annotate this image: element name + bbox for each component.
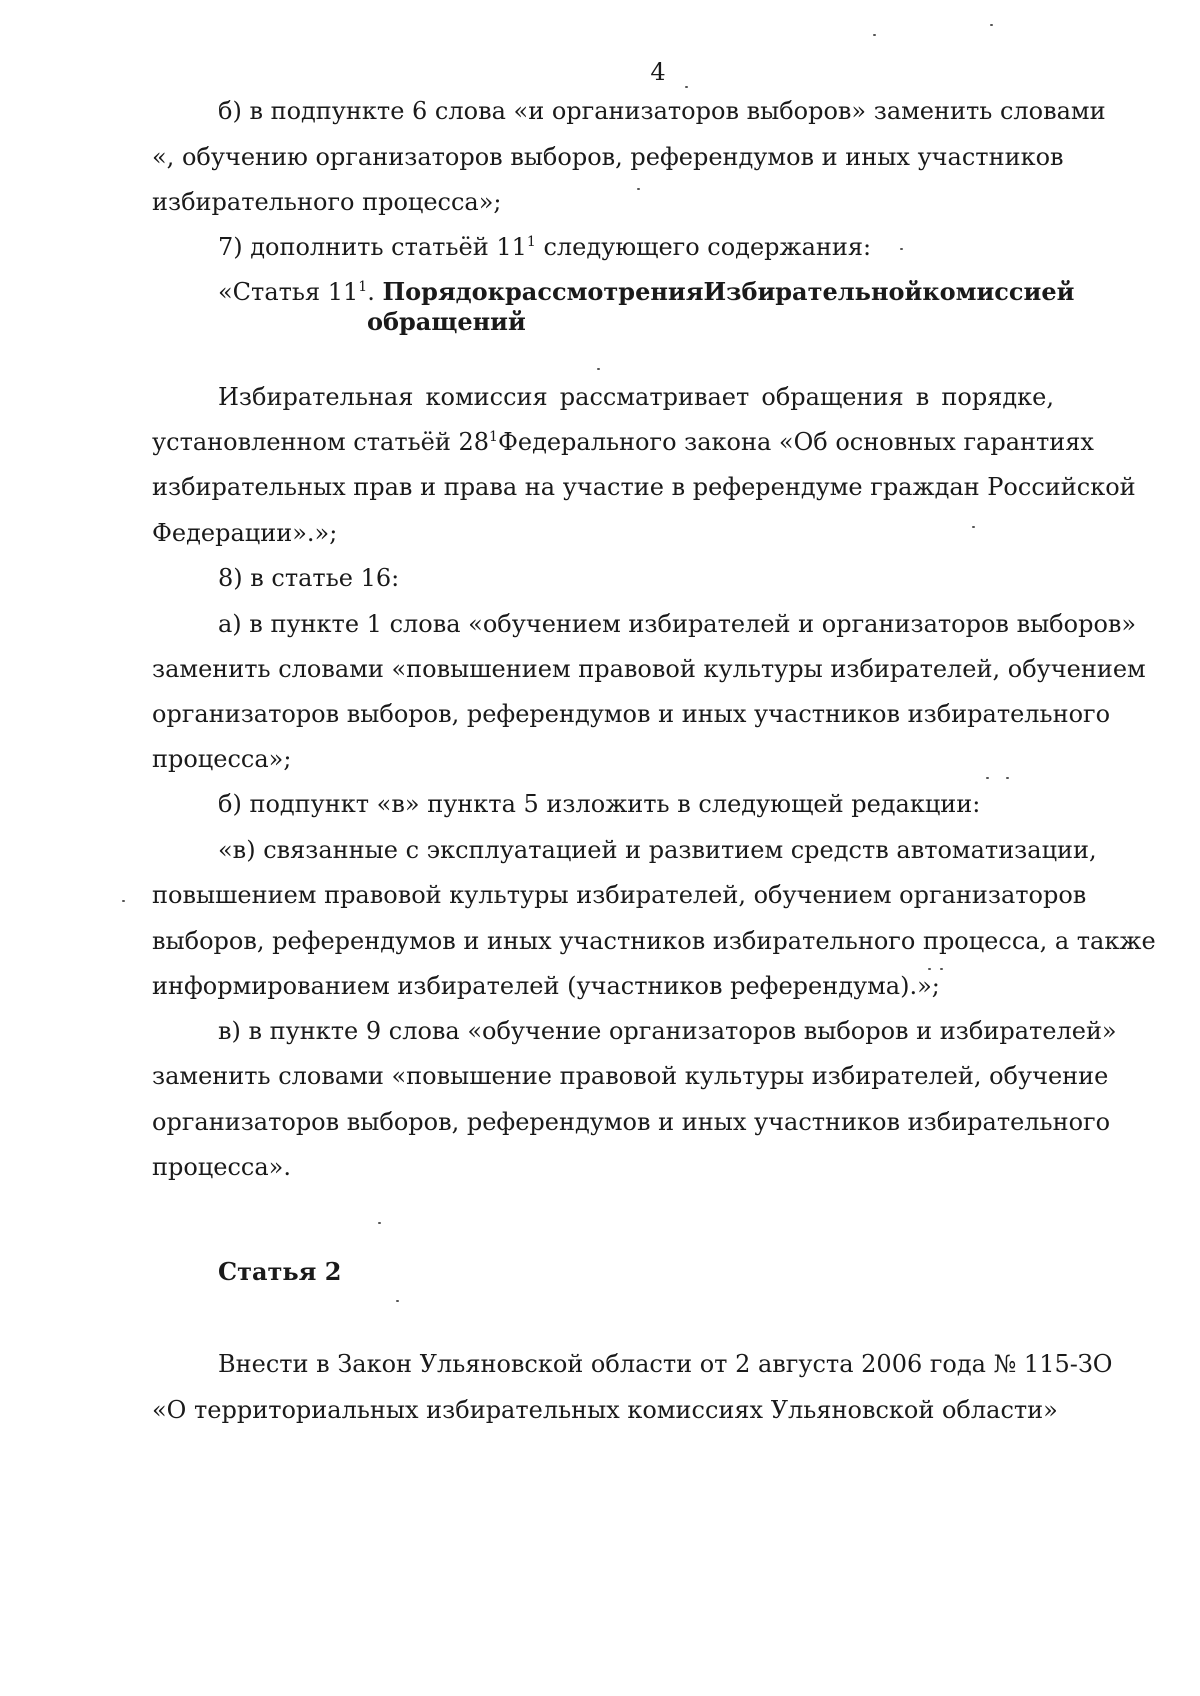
text-run: установленном статьёй 28	[152, 428, 490, 456]
text-run: «Статья 11	[218, 278, 359, 306]
paragraph-line: «, обучению организаторов выборов, референдумов и иных участников	[152, 143, 1064, 171]
scan-speck	[396, 1300, 399, 1302]
scan-speck	[990, 24, 993, 26]
scan-speck	[1006, 777, 1009, 779]
article-heading-word: комиссией	[922, 277, 1075, 306]
paragraph-line: б) в подпункте 6 слова «и организаторов выборов» заменить словами	[218, 97, 1106, 125]
text-run: Федерального закона «Об основных гарантиях	[497, 428, 1094, 456]
paragraph-line: повышением правовой культуры избирателей, обучением организаторов	[152, 881, 1087, 909]
scan-speck	[685, 86, 688, 88]
text-run: .	[367, 278, 383, 306]
paragraph-line	[152, 427, 1094, 457]
paragraph-line: «в) связанные с эксплуатацией и развитием средств автоматизации,	[218, 836, 1097, 864]
paragraph-line: выборов, референдумов и иных участников избирательного процесса, а также	[152, 927, 1156, 955]
paragraph-line: процесса».	[152, 1153, 291, 1181]
paragraph-line: 8) в статье 16:	[218, 564, 400, 592]
paragraph-line: процесса»;	[152, 745, 292, 773]
text-run: следующего содержания:	[535, 233, 872, 261]
superscript: 1	[526, 234, 536, 250]
scan-speck	[597, 368, 600, 370]
scan-speck	[940, 968, 943, 970]
scan-speck	[637, 188, 640, 190]
article-heading-line	[218, 277, 1075, 307]
scan-speck	[900, 248, 903, 250]
superscript: 1	[489, 429, 498, 445]
paragraph-line: организаторов выборов, референдумов и иных участников избирательного	[152, 1108, 1111, 1136]
paragraph-line: Внести в Закон Ульяновской области от 2 августа 2006 года № 115-ЗО	[218, 1350, 1113, 1378]
scan-speck	[122, 900, 125, 902]
scan-speck	[378, 1222, 381, 1224]
article-heading-word: рассмотрения	[505, 277, 704, 306]
article-heading-prefix	[218, 277, 505, 307]
paragraph-line: «О территориальных избирательных комиссиях Ульяновской области»	[152, 1396, 1058, 1424]
page-number: 4	[650, 58, 666, 86]
paragraph-line: в) в пункте 9 слова «обучение организаторов выборов и избирателей»	[218, 1017, 1117, 1045]
paragraph-line	[218, 232, 871, 262]
article-heading-line: обращений	[367, 307, 526, 336]
article-heading-word: Порядок	[382, 277, 506, 306]
paragraph-line: Избирательная комиссия рассматривает обращения в порядке,	[218, 383, 1054, 411]
paragraph-line: заменить словами «повышение правовой культуры избирателей, обучение	[152, 1062, 1109, 1090]
article-heading: Статья 2	[218, 1257, 342, 1286]
scan-speck	[972, 526, 975, 528]
scan-speck	[873, 34, 876, 36]
scan-speck	[928, 968, 931, 970]
text-run	[152, 427, 498, 457]
paragraph-line: Федерации».»;	[152, 519, 338, 547]
scan-speck	[986, 777, 989, 779]
paragraph-line: заменить словами «повышением правовой культуры избирателей, обучением	[152, 655, 1146, 683]
paragraph-line: а) в пункте 1 слова «обучением избирателей и организаторов выборов»	[218, 610, 1137, 638]
text-run: 7) дополнить статьёй 11	[218, 233, 527, 261]
paragraph-line: б) подпункт «в» пункта 5 изложить в следующей редакции:	[218, 790, 981, 818]
article-heading-word: Избирательной	[703, 277, 923, 306]
paragraph-line: организаторов выборов, референдумов и иных участников избирательного	[152, 700, 1111, 728]
paragraph-line: избирательного процесса»;	[152, 188, 502, 216]
paragraph-line: избирательных прав и права на участие в референдуме граждан Российской	[152, 473, 1136, 501]
superscript: 1	[358, 279, 368, 295]
paragraph-line: информированием избирателей (участников референдума).»;	[152, 972, 940, 1000]
